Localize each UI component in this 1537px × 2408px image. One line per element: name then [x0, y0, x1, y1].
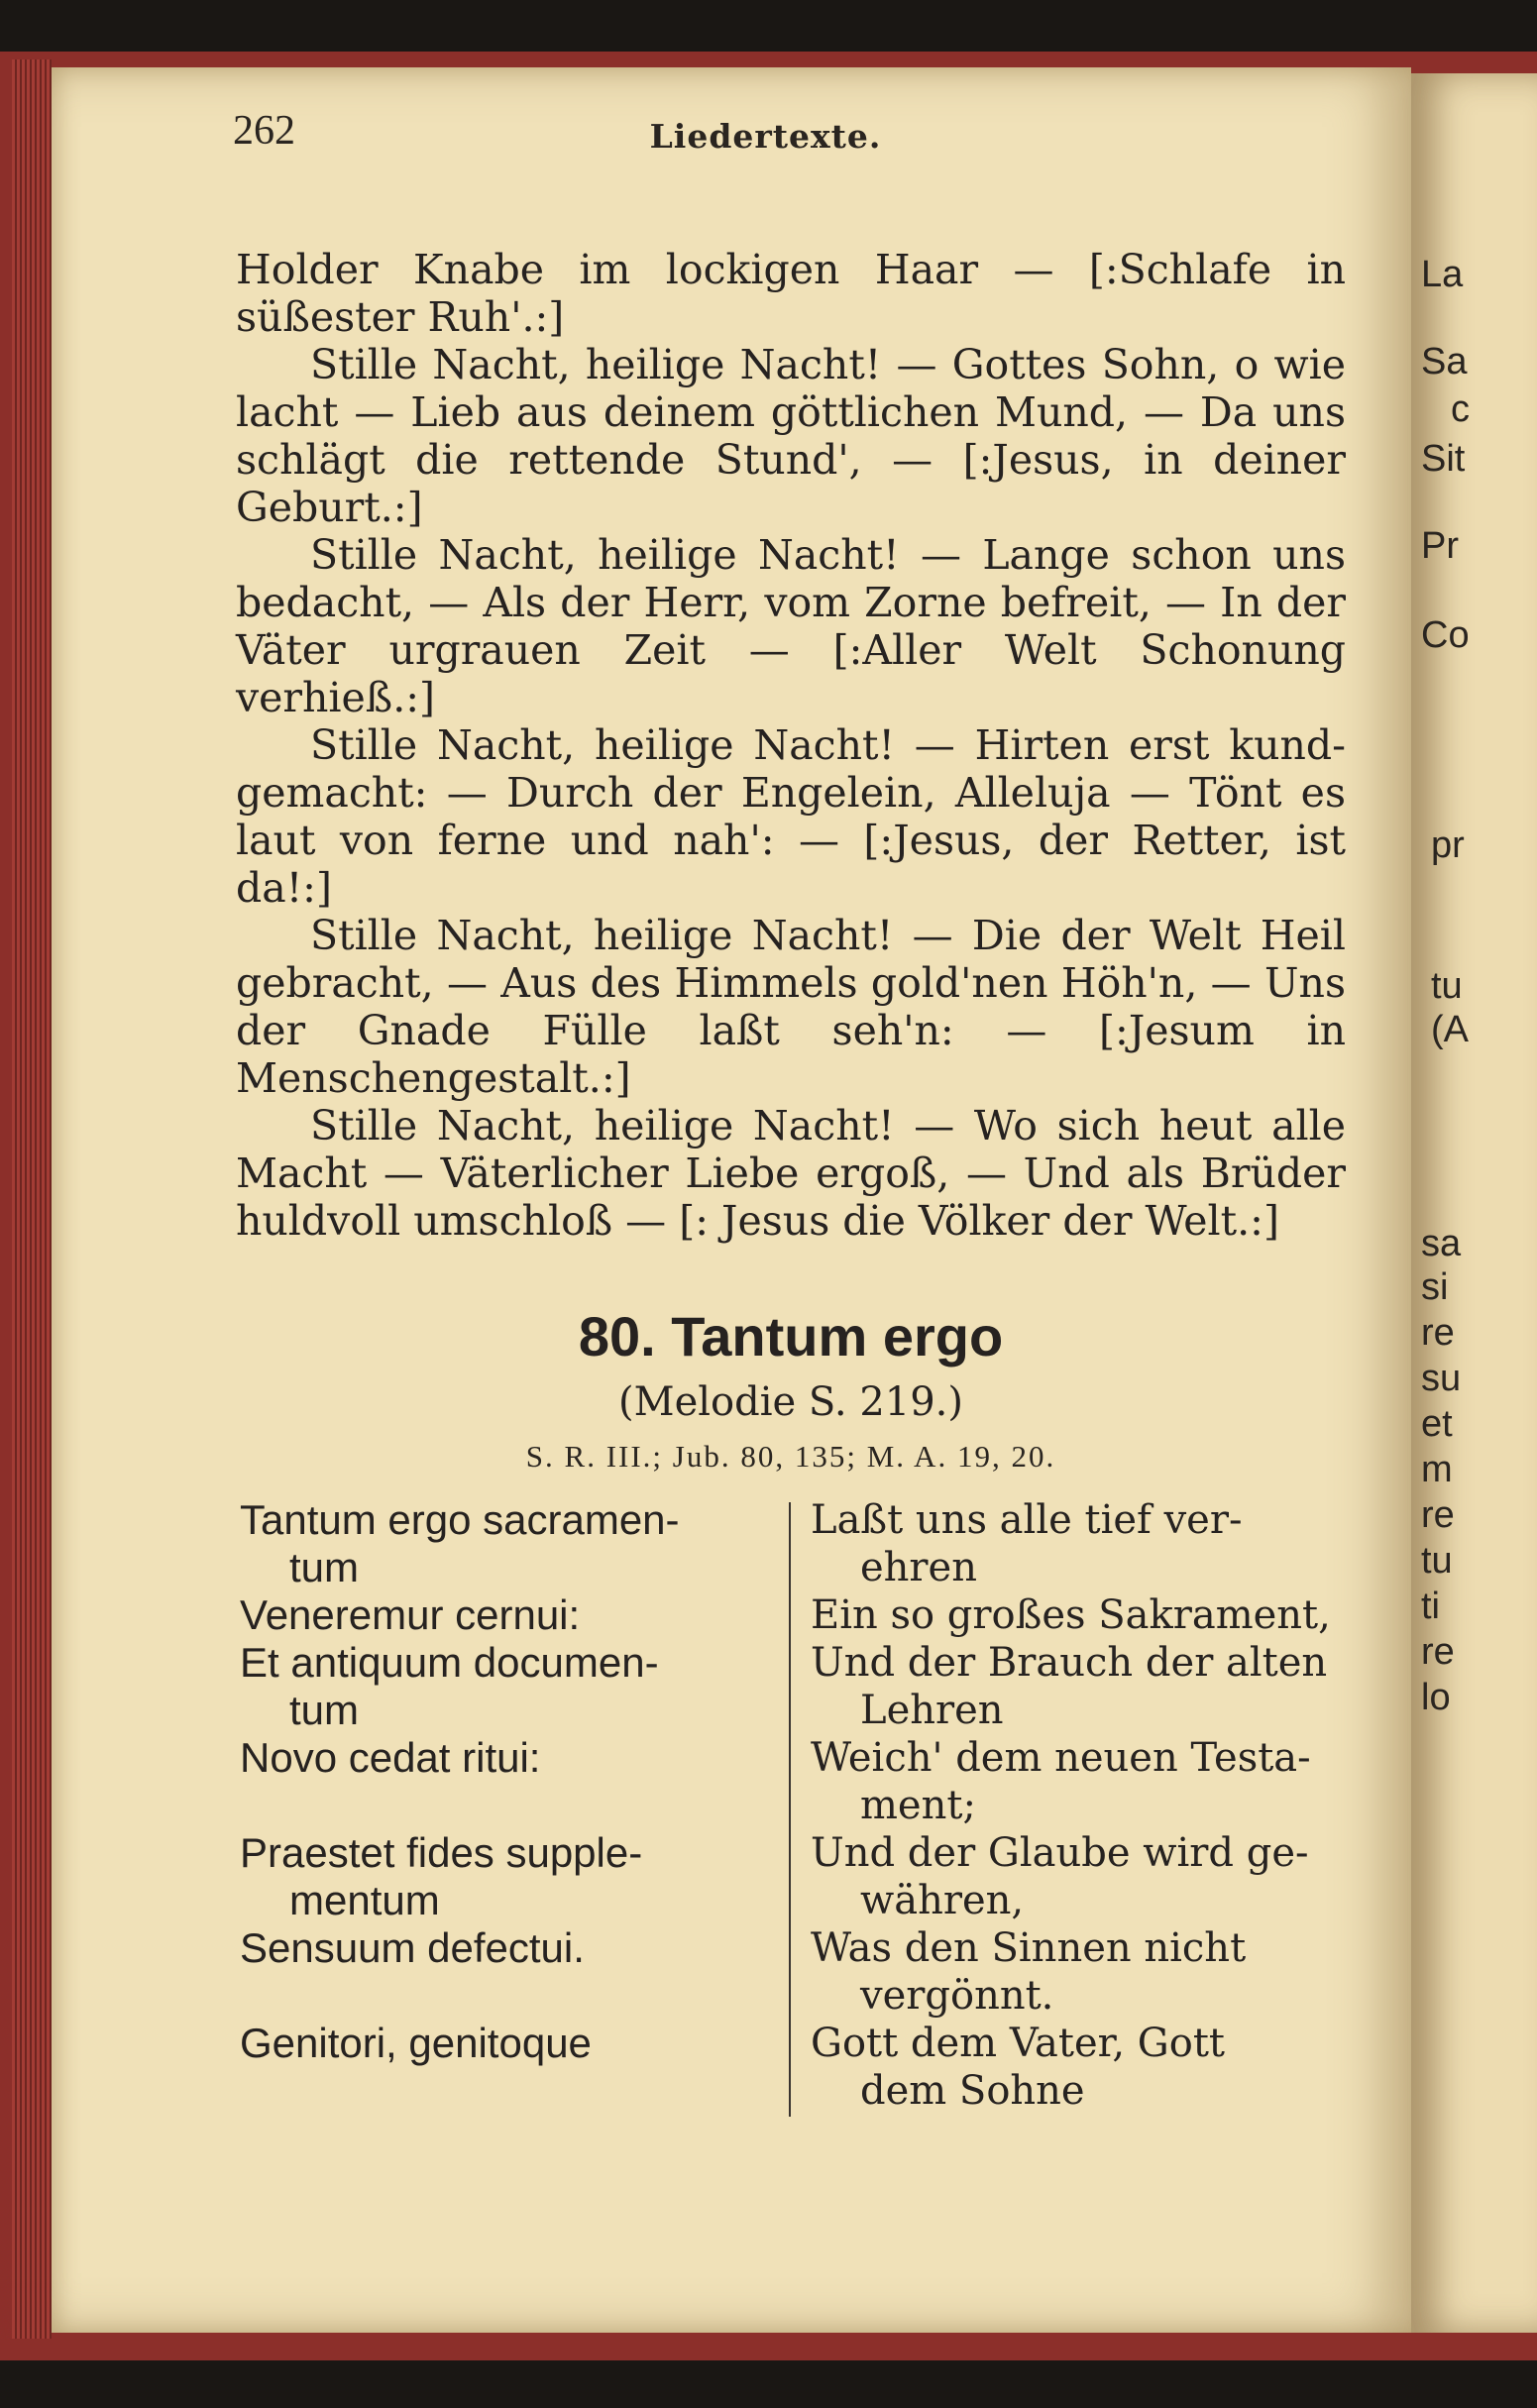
verse-paragraph: Stille Nacht, heilige Nacht! — Die der Welt Heil gebracht, — Aus des Himmels gold'nen Höh'n, — Uns der Gnade Fülle laßt seh'n: — [:Jesum in Menschengestalt.:] [236, 912, 1346, 1102]
facing-fragment: si [1421, 1266, 1449, 1308]
verse-paragraph: Stille Nacht, heilige Nacht! — Hirten erst kund-gemacht: — Durch der Engelein, Alleluja — Tönt es laut von ferne und nah': — [:Jesus, der Retter, ist da!:] [236, 721, 1346, 912]
facing-fragment: Co [1421, 614, 1470, 656]
facing-fragment: La [1421, 254, 1464, 295]
facing-fragment: su [1421, 1358, 1462, 1399]
german-line: ehren [860, 1545, 977, 1590]
verse-paragraph: Stille Nacht, heilige Nacht! — Gottes Sohn, o wie lacht — Lieb aus deinem göttlichen Mund, — Da uns schlägt die rettende Stund', — [:Jesus, in deiner Geburt.:] [236, 341, 1346, 531]
running-title: Liedertexte. [649, 117, 882, 156]
facing-fragment: et [1421, 1403, 1453, 1445]
facing-fragment: c [1451, 388, 1470, 430]
facing-fragment: tu [1421, 1540, 1453, 1582]
page-number: 262 [233, 108, 295, 154]
latin-line: mentum [289, 1877, 440, 1923]
facing-fragment: (A [1431, 1009, 1469, 1050]
facing-fragment: m [1421, 1449, 1453, 1490]
latin-line: Praestet fides supple- [240, 1829, 643, 1876]
german-line: vergönnt. [860, 1973, 1054, 2019]
german-line: Laßt uns alle tief ver- [811, 1497, 1243, 1543]
latin-line: tum [289, 1544, 360, 1590]
latin-line: Veneremur cernui: [240, 1591, 581, 1638]
facing-fragment: pr [1431, 824, 1465, 866]
song-text [236, 246, 1346, 1245]
latin-line: Novo cedat ritui: [240, 1734, 541, 1781]
latin-line: Genitori, genitoque [240, 2020, 592, 2066]
facing-fragment: re [1421, 1494, 1455, 1536]
facing-page [1411, 73, 1537, 2333]
facing-fragment: re [1421, 1312, 1455, 1354]
german-line: Und der Glaube wird ge- [811, 1830, 1309, 1876]
verse-paragraph: Stille Nacht, heilige Nacht! — Wo sich heut alle Macht — Väterlicher Liebe ergoß, — Und als Brüder huldvoll umschloß — [: Jesus die Völker der Welt.:] [236, 1102, 1346, 1245]
latin-column [240, 1496, 775, 2067]
german-line: Weich' dem neuen Testa- [811, 1735, 1311, 1781]
page-edges [12, 59, 52, 2339]
source-references: S. R. III.; Jub. 80, 135; M. A. 19, 20. [525, 1439, 1056, 1474]
german-line: währen, [860, 1878, 1025, 1923]
latin-line: Et antiquum documen- [240, 1639, 659, 1686]
verse-paragraph: Stille Nacht, heilige Nacht! — Lange schon uns bedacht, — Als der Herr, vom Zorne befreit, — In der Väter urgrauen Zeit — [:Aller Welt Schonung verhieß.:] [236, 531, 1346, 721]
german-line: ment; [860, 1783, 976, 1828]
german-line: Gott dem Vater, Gott [811, 2021, 1225, 2066]
melody-reference: (Melodie S. 219.) [618, 1379, 963, 1425]
latin-line: tum [289, 1687, 360, 1733]
song-title: 80. Tantum ergo [578, 1305, 1004, 1368]
facing-fragment: Pr [1421, 525, 1459, 567]
column-divider [789, 1502, 791, 2117]
latin-line: Sensuum defectui. [240, 1924, 585, 1971]
latin-line: Tantum ergo sacramen- [240, 1496, 680, 1543]
german-line: Was den Sinnen nicht [811, 1925, 1247, 1971]
facing-fragment: sa [1421, 1223, 1462, 1264]
german-line: Lehren [860, 1688, 1004, 1733]
facing-fragment: tu [1431, 965, 1463, 1007]
facing-fragment: ti [1421, 1586, 1440, 1627]
facing-fragment: Sit [1421, 438, 1466, 480]
german-line: Und der Brauch der alten [811, 1640, 1328, 1686]
facing-fragment: lo [1421, 1677, 1451, 1718]
verse-paragraph: Holder Knabe im lockigen Haar — [:Schlafe in süßester Ruh'.:] [236, 246, 1346, 341]
german-line: dem Sohne [860, 2068, 1085, 2114]
facing-fragment: re [1421, 1631, 1455, 1673]
page-header [183, 97, 1348, 166]
german-column [811, 1496, 1346, 2115]
german-line: Ein so großes Sakrament, [811, 1592, 1331, 1638]
facing-fragment: Sa [1421, 341, 1468, 383]
